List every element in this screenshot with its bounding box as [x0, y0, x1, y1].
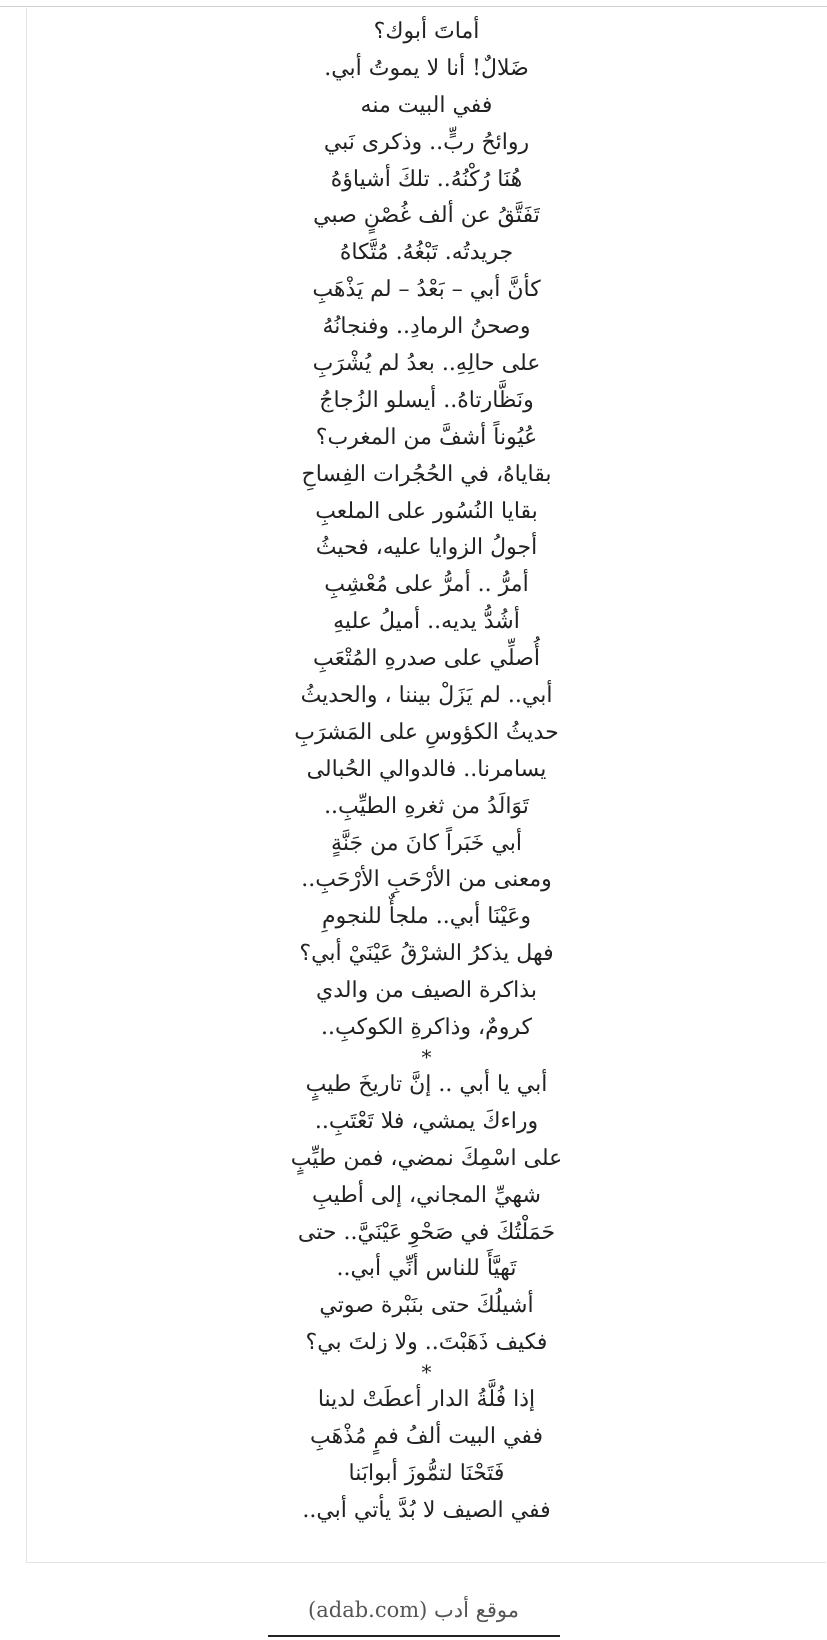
poem-line: يسامرنا.. فالدوالي الحُبالى — [306, 756, 547, 782]
poem-line: جريدتُه. تَبْغُهُ. مُتَّكاهُ — [339, 240, 514, 266]
poem-line: على حالِهِ.. بعدُ لم يُشْرَبِ — [312, 351, 541, 377]
poem-line: وعَيْنَا أبي.. ملجأٌ للنجومِ — [321, 904, 532, 930]
poem-line: كأنَّ أبي – بَعْدُ – لم يَذْهَبِ — [312, 277, 541, 303]
poem-container — [26, 8, 826, 1563]
stanza-separator: * — [421, 1360, 432, 1385]
poem-line: فهل يذكرُ الشرْقُ عَيْنَيْ أبي؟ — [299, 941, 554, 967]
poem-line: بقايا النُسُور على الملعبِ — [315, 498, 538, 524]
poem-line: ضَلالٌ! أنا لا يموتُ أبي. — [324, 55, 529, 81]
poem-line: تَفَتَّقُ عن ألف غُصْنٍ صبي — [313, 203, 540, 229]
poem-line: أجولُ الزوايا عليه، فحيثُ — [315, 535, 538, 561]
poem-line: ونَظَّارتاهُ.. أيسلو الزُجاجُ — [319, 387, 534, 413]
poem-line: حديثُ الكؤوسِ على المَشرَبِ — [294, 719, 559, 745]
poem-line: ففي الصيف لا بُدَّ يأتي أبي.. — [302, 1497, 551, 1523]
poem-body — [27, 14, 826, 1530]
poem-line: أبي.. لم يَزَلْ بيننا ، والحديثُ — [300, 683, 553, 709]
poem-line: على اسْمِكَ نمضي، فمن طيِّبٍ — [290, 1145, 563, 1171]
poem-line: ففي البيت منه — [360, 92, 493, 118]
poem-line: حَمَلْتُكَ في صَحْوِ عَيْنَيَّ.. حتى — [297, 1219, 556, 1245]
poem-line: وصحنُ الرمادِ.. وفنجانُهُ — [322, 314, 531, 340]
poem-line: أماتَ أبوك؟ — [373, 19, 480, 44]
poem-line: أبي خَبَراً كانَ من جَنَّةٍ — [331, 830, 522, 856]
poem-line: أمرُّ .. أمرُّ على مُعْشِبِ — [324, 572, 529, 598]
poem-line: أُصلِّي على صدرهِ المُتْعَبِ — [313, 646, 540, 672]
poem-line: روائحُ ربٍّ.. وذكرى نَبي — [323, 129, 530, 155]
poem-line: أشُدُّ يديه.. أميلُ عليهِ — [333, 609, 520, 635]
poem-line: عُيُوناً أشفَّ من المغرب؟ — [315, 424, 538, 450]
stanza-separator: * — [421, 1044, 432, 1069]
top-divider — [0, 6, 827, 7]
poem-line: وراءكَ يمشي، فلا تَعْتَبِ.. — [314, 1108, 539, 1134]
poem-line: تَهيَّأَ للناس أنِّي أبي.. — [336, 1256, 517, 1282]
poem-line: أبي يا أبي .. إنَّ تاريخَ طيبٍ — [305, 1071, 548, 1097]
poem-line: ففي البيت ألفُ فمٍ مُذْهَبِ — [310, 1423, 543, 1449]
poem-line: بقاياهُ، في الحُجُرات الفِساحِ — [301, 461, 552, 487]
poem-line: شهيِّ المجاني، إلى أطيبِ — [312, 1182, 541, 1208]
site-credit: موقع أدب (adab.com) — [308, 1598, 519, 1622]
poem-line: فكيف ذَهَبْتَ.. ولا زلتَ بي؟ — [305, 1330, 548, 1356]
poem-line: كرومٌ، وذاكرةِ الكوكبِ.. — [320, 1015, 532, 1041]
footer-divider — [268, 1635, 560, 1637]
poem-line: تَوَالَدُ من ثغرهِ الطيِّبِ.. — [324, 793, 529, 819]
poem-line: فَتَحْنَا لتمُّوزَ أبوابَنا — [348, 1460, 505, 1486]
poem-line: هُنَا رُكْنُهُ.. تلكَ أشياؤهُ — [330, 166, 523, 192]
poem-line: بذاكرة الصيف من والدي — [316, 978, 537, 1004]
poem-line: إذا فُلَّةُ الدار أعطَتْ لدينا — [317, 1387, 536, 1413]
poem-line: أشيلُكَ حتى بنَبْرة صوتي — [319, 1293, 534, 1319]
poem-line: ومعنى من الأرْحَبِ الأرْحَبِ.. — [301, 867, 552, 893]
